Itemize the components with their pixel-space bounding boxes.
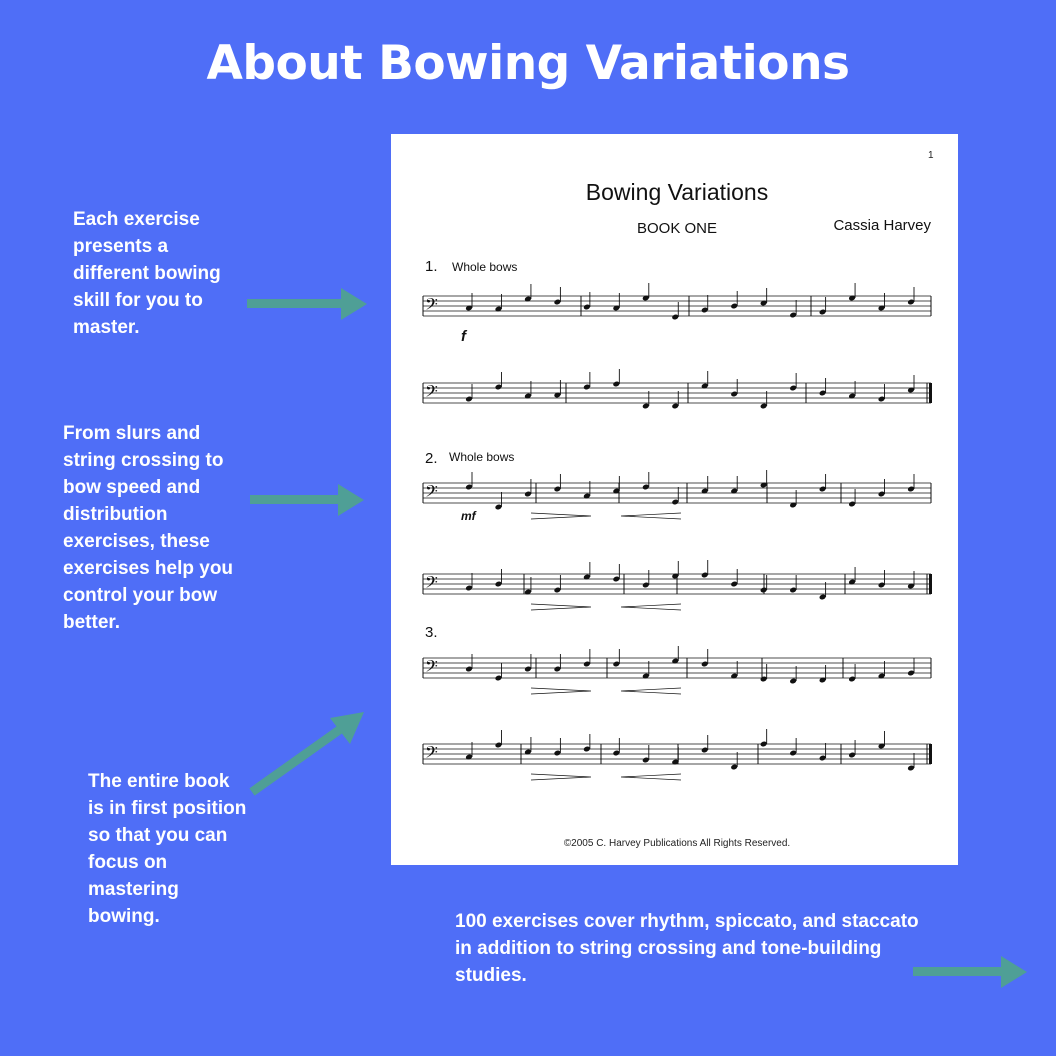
dynamic-marking: mf bbox=[461, 509, 476, 523]
arrow-diagonal-icon bbox=[246, 708, 368, 800]
exercise-label: Whole bows bbox=[452, 260, 518, 274]
exercise-number: 3. bbox=[425, 624, 438, 641]
callout-exercise-count: 100 exercises cover rhythm, spiccato, and staccato in addition to string crossing and tone-building studies. bbox=[455, 911, 919, 986]
svg-text:𝄢: 𝄢 bbox=[425, 658, 438, 680]
svg-text:𝄢: 𝄢 bbox=[425, 574, 438, 596]
exercise-number: 1. bbox=[425, 258, 438, 275]
arrow-right-icon bbox=[913, 954, 1029, 990]
exercise-label: Whole bows bbox=[449, 450, 515, 464]
copyright-notice: ©2005 C. Harvey Publications All Rights Reserved. bbox=[563, 838, 791, 849]
page-title: About Bowing Variations bbox=[206, 36, 850, 91]
svg-text:𝄢: 𝄢 bbox=[425, 296, 438, 318]
page-number: 1 bbox=[928, 150, 934, 161]
callout-first-position: The entire book is in first position so that you can focus on mastering bowing. bbox=[88, 771, 247, 927]
book-author: Cassia Harvey bbox=[833, 217, 931, 234]
svg-text:𝄢: 𝄢 bbox=[425, 744, 438, 766]
svg-text:𝄢: 𝄢 bbox=[425, 483, 438, 505]
sheet-music-image bbox=[391, 134, 958, 865]
book-title: Bowing Variations bbox=[585, 179, 769, 205]
dynamic-marking: f bbox=[461, 328, 466, 345]
callout-bowing-skill: Each exercise presents a different bowing skill for you to master. bbox=[73, 209, 221, 338]
arrow-right-icon bbox=[250, 482, 366, 518]
book-subtitle: BOOK ONE bbox=[636, 220, 718, 237]
svg-text:𝄢: 𝄢 bbox=[425, 383, 438, 405]
exercise-number: 2. bbox=[425, 450, 438, 467]
sheet-music-page bbox=[391, 134, 958, 865]
arrow-right-icon bbox=[247, 286, 369, 322]
callout-bow-control: From slurs and string crossing to bow speed and distribution exercises, these exercises help you control your bow better. bbox=[63, 423, 234, 633]
